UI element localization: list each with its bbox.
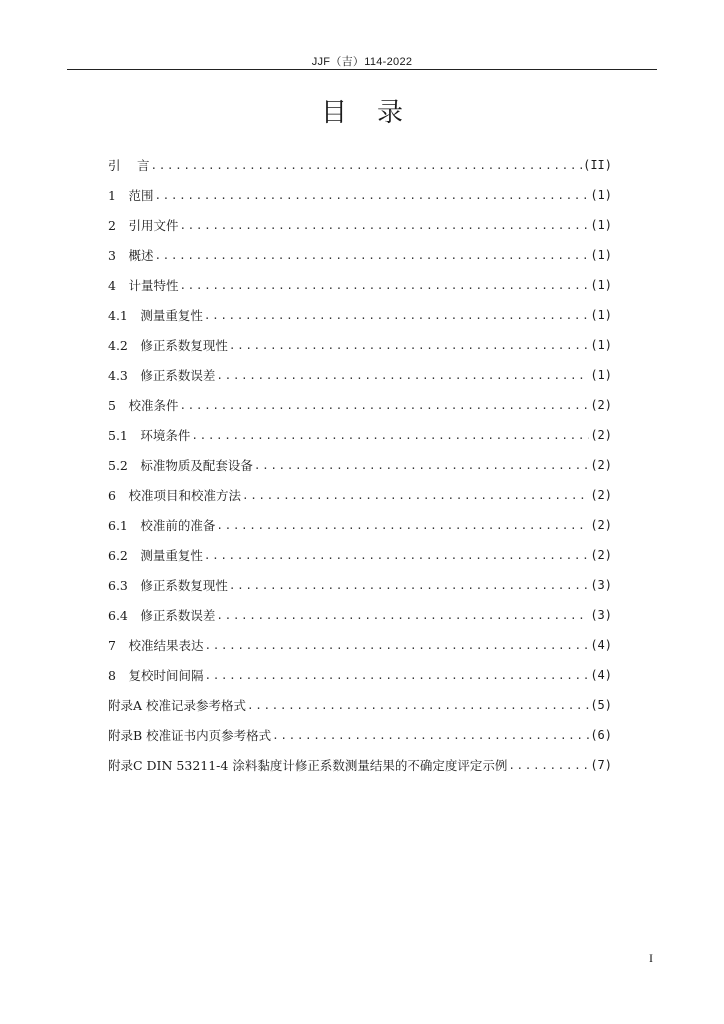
toc-entry[interactable] bbox=[108, 690, 612, 720]
toc-entry-page: (1) bbox=[590, 368, 612, 382]
toc-entry-page: (1) bbox=[590, 188, 612, 202]
document-code: JJF（吉）114-2022 bbox=[311, 56, 413, 68]
dot-leader bbox=[204, 549, 589, 562]
toc-entry-label: 附录C DIN 53211-4 涂料黏度计修正系数测量结果的不确定度评定示例 bbox=[108, 758, 508, 773]
page-number: I bbox=[649, 951, 653, 965]
toc-entry[interactable] bbox=[108, 300, 612, 330]
toc-entry-page: (6) bbox=[590, 728, 612, 742]
toc-entry-label: 5.1 环境条件 bbox=[108, 428, 191, 443]
toc-entry-label: 4.1 测量重复性 bbox=[108, 308, 203, 323]
dot-leader bbox=[216, 519, 589, 532]
toc-entry[interactable] bbox=[108, 750, 612, 780]
toc-entry-page: (1) bbox=[590, 218, 612, 232]
toc-entry[interactable] bbox=[108, 600, 612, 630]
toc-entry-label: 5 校准条件 bbox=[108, 398, 179, 413]
toc-entry-label: 4.2 修正系数复现性 bbox=[108, 338, 228, 353]
toc-entry[interactable] bbox=[108, 630, 612, 660]
toc-entry-page: (2) bbox=[590, 398, 612, 412]
toc-entry-page: (4) bbox=[590, 668, 612, 682]
toc-entry-page: (3) bbox=[590, 608, 612, 622]
toc-entry[interactable] bbox=[108, 540, 612, 570]
toc-entry-page: (2) bbox=[590, 488, 612, 502]
toc-entry-page: (1) bbox=[590, 308, 612, 322]
dot-leader bbox=[179, 279, 589, 292]
toc-entry[interactable] bbox=[108, 150, 612, 180]
dot-leader bbox=[204, 309, 589, 322]
toc-entry-label: 3 概述 bbox=[108, 248, 154, 263]
toc-entry-label: 2 引用文件 bbox=[108, 218, 179, 233]
toc-title: 目录 bbox=[320, 98, 433, 128]
toc-entry-label: 7 校准结果表达 bbox=[108, 638, 204, 653]
toc-entry-label: 6.3 修正系数复现性 bbox=[108, 578, 228, 593]
toc-entry-label: 5.2 标准物质及配套设备 bbox=[108, 458, 253, 473]
toc-entry-label: 4.3 修正系数误差 bbox=[108, 368, 216, 383]
toc-entry[interactable] bbox=[108, 210, 612, 240]
toc-entry[interactable] bbox=[108, 510, 612, 540]
toc-entry[interactable] bbox=[108, 720, 612, 750]
toc-entry-label: 6.4 修正系数误差 bbox=[108, 608, 216, 623]
toc-entry-page: (2) bbox=[590, 428, 612, 442]
toc-entry[interactable] bbox=[108, 240, 612, 270]
toc-entry-page: (2) bbox=[590, 548, 612, 562]
dot-leader bbox=[242, 489, 589, 502]
dot-leader bbox=[216, 609, 589, 622]
table-of-contents bbox=[108, 150, 612, 780]
toc-entry-page: (II) bbox=[583, 158, 612, 172]
toc-entry-page: (2) bbox=[590, 458, 612, 472]
dot-leader bbox=[254, 459, 589, 472]
dot-leader bbox=[191, 429, 589, 442]
toc-entry[interactable] bbox=[108, 360, 612, 390]
toc-entry[interactable] bbox=[108, 180, 612, 210]
toc-entry[interactable] bbox=[108, 480, 612, 510]
dot-leader bbox=[204, 669, 589, 682]
toc-entry-page: (1) bbox=[590, 338, 612, 352]
toc-entry[interactable] bbox=[108, 420, 612, 450]
header-rule bbox=[67, 69, 657, 70]
dot-leader bbox=[216, 369, 589, 382]
toc-entry-label: 6.1 校准前的准备 bbox=[108, 518, 216, 533]
dot-leader bbox=[154, 249, 589, 262]
toc-entry-label: 6.2 测量重复性 bbox=[108, 548, 203, 563]
dot-leader bbox=[179, 399, 589, 412]
dot-leader bbox=[508, 759, 589, 772]
toc-entry-page: (2) bbox=[590, 518, 612, 532]
toc-entry-page: (1) bbox=[590, 278, 612, 292]
dot-leader bbox=[179, 219, 589, 232]
toc-entry-label: 附录B 校准证书内页参考格式 bbox=[108, 728, 272, 743]
dot-leader bbox=[204, 639, 589, 652]
toc-entry-page: (5) bbox=[590, 698, 612, 712]
dot-leader bbox=[229, 339, 589, 352]
toc-entry[interactable] bbox=[108, 660, 612, 690]
toc-entry[interactable] bbox=[108, 450, 612, 480]
dot-leader bbox=[272, 729, 589, 742]
toc-entry[interactable] bbox=[108, 570, 612, 600]
toc-entry-label: 引 言 bbox=[108, 158, 150, 173]
toc-entry-page: (7) bbox=[590, 758, 612, 772]
toc-entry-label: 6 校准项目和校准方法 bbox=[108, 488, 241, 503]
toc-entry[interactable] bbox=[108, 270, 612, 300]
toc-entry[interactable] bbox=[108, 390, 612, 420]
toc-entry-page: (1) bbox=[590, 248, 612, 262]
toc-entry[interactable] bbox=[108, 330, 612, 360]
dot-leader bbox=[154, 189, 589, 202]
toc-entry-label: 8 复校时间间隔 bbox=[108, 668, 204, 683]
toc-entry-label: 附录A 校准记录参考格式 bbox=[108, 698, 247, 713]
toc-entry-label: 1 范围 bbox=[108, 188, 154, 203]
toc-entry-page: (4) bbox=[590, 638, 612, 652]
dot-leader bbox=[150, 159, 582, 172]
dot-leader bbox=[229, 579, 589, 592]
toc-entry-label: 4 计量特性 bbox=[108, 278, 179, 293]
toc-entry-page: (3) bbox=[590, 578, 612, 592]
dot-leader bbox=[247, 699, 589, 712]
